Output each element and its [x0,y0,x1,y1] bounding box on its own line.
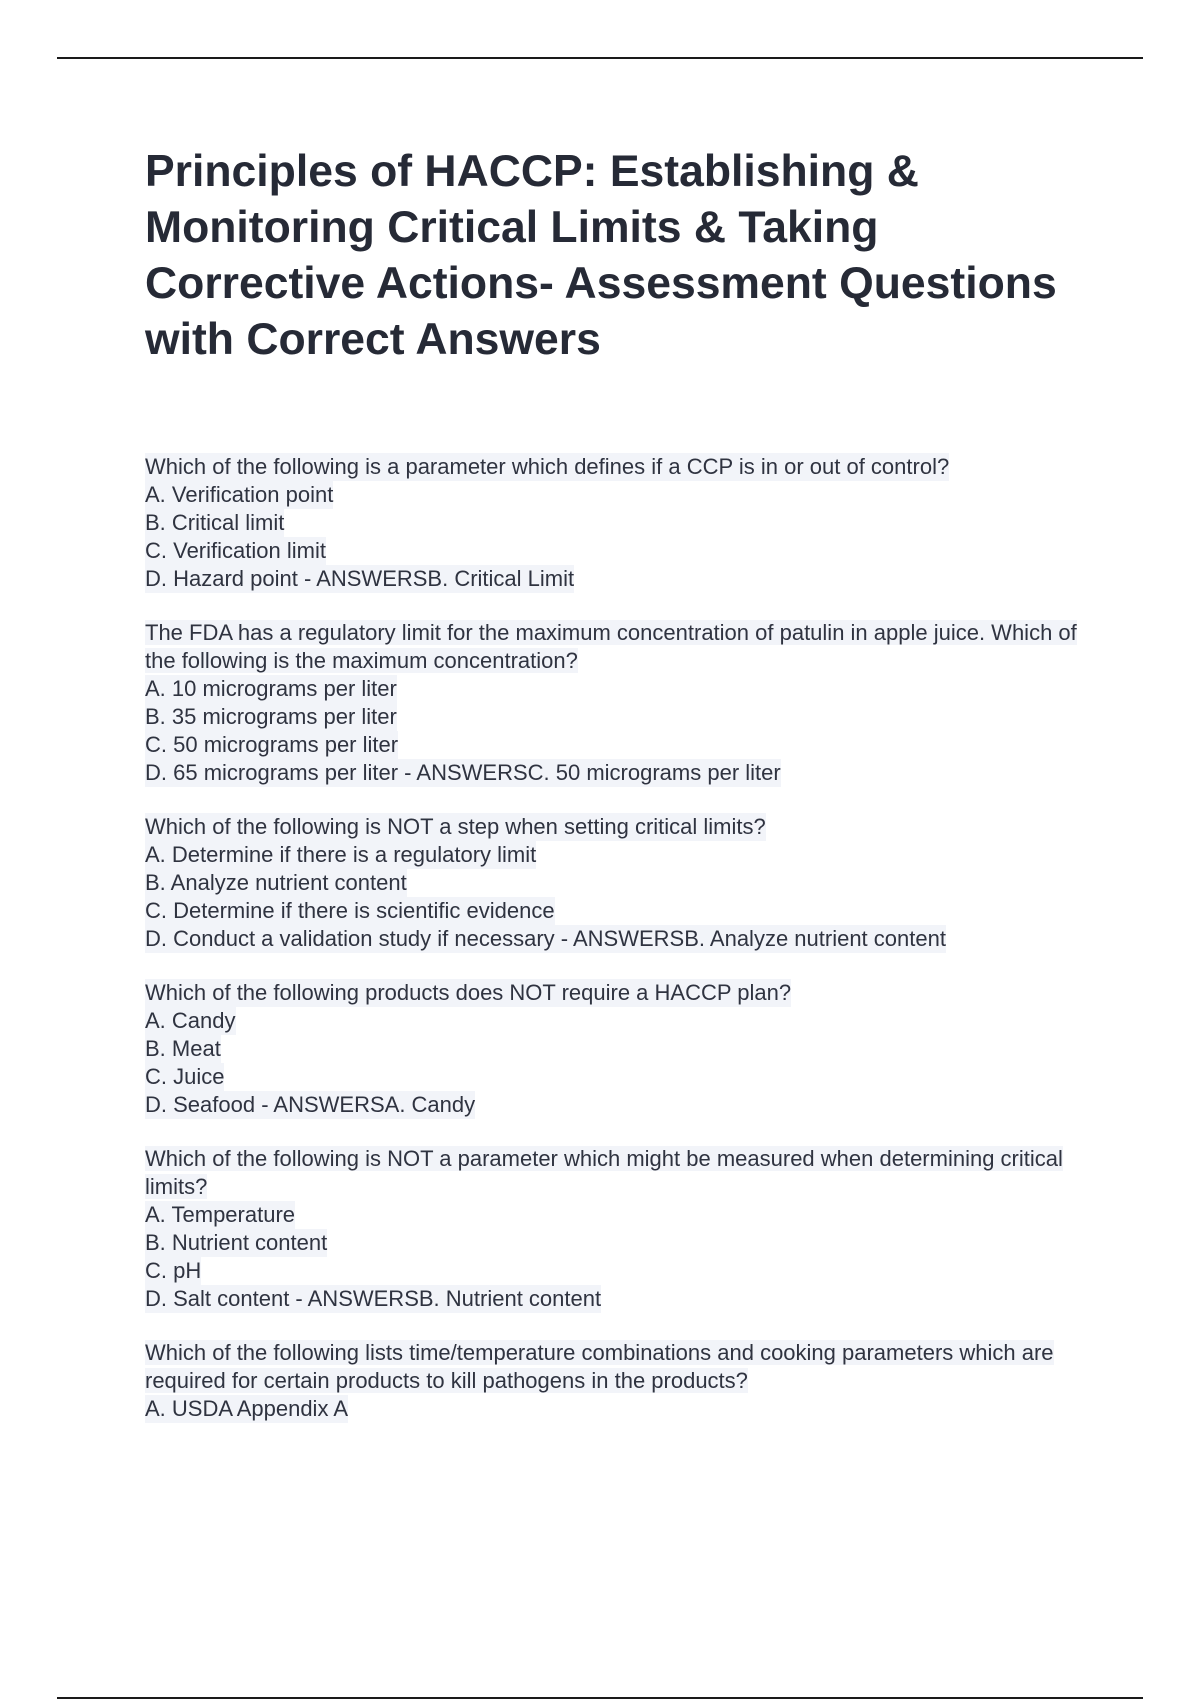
document-title: Principles of HACCP: Establishing & Monitoring Critical Limits & Taking Corrective Actions- Assessment Questions with Correct Answers [145,147,1057,364]
question-block-2 [145,619,1145,787]
answer-option: A. Candy [145,1008,236,1033]
question-prompt: Which of the following is a parameter which defines if a CCP is in or out of control? [145,454,950,479]
answer-option: C. Verification limit [145,538,326,563]
answer-option: B. Nutrient content [145,1230,328,1255]
answer-option: A. Determine if there is a regulatory limit [145,842,537,867]
answer-option: B. Analyze nutrient content [145,870,407,895]
answer-option-with-key: D. Salt content - ANSWERSB. Nutrient content [145,1286,602,1311]
question-prompt: The FDA has a regulatory limit for the maximum concentration of patulin in apple juice. Which of the following is the maximum concentration? [145,619,1080,675]
answer-option-with-key: D. Hazard point - ANSWERSB. Critical Limit [145,566,575,591]
question-block-6 [145,1339,1145,1423]
answer-option: C. Juice [145,1064,225,1089]
answer-option: B. 35 micrograms per liter [145,704,397,729]
question-prompt: Which of the following lists time/temperature combinations and cooking parameters which are required for certain products to kill pathogens in the products? [145,1339,1080,1395]
question-block-5 [145,1145,1145,1313]
answer-option: B. Critical limit [145,510,285,535]
answer-option: C. Determine if there is scientific evidence [145,898,555,923]
answer-option: B. Meat [145,1036,221,1061]
header-rule [57,57,1143,59]
question-prompt: Which of the following is NOT a parameter which might be measured when determining critical limits? [145,1145,1080,1201]
answer-option: C. pH [145,1258,202,1283]
answer-option: A. 10 micrograms per liter [145,676,397,701]
question-prompt: Which of the following is NOT a step when setting critical limits? [145,814,766,839]
answer-option: A. Verification point [145,482,334,507]
answer-option-with-key: D. Seafood - ANSWERSA. Candy [145,1092,476,1117]
answer-option: A. Temperature [145,1202,296,1227]
answer-option: A. USDA Appendix A [145,1396,349,1421]
question-prompt: Which of the following products does NOT require a HACCP plan? [145,980,792,1005]
question-block-4 [145,979,1145,1119]
answer-option-with-key: D. 65 micrograms per liter - ANSWERSC. 50 micrograms per liter [145,760,781,785]
answer-option: C. 50 micrograms per liter [145,732,399,757]
answer-option-with-key: D. Conduct a validation study if necessary - ANSWERSB. Analyze nutrient content [145,926,946,951]
question-list [145,453,1145,1449]
question-block-1 [145,453,1145,593]
question-block-3 [145,813,1145,953]
footer-rule [57,1697,1143,1699]
